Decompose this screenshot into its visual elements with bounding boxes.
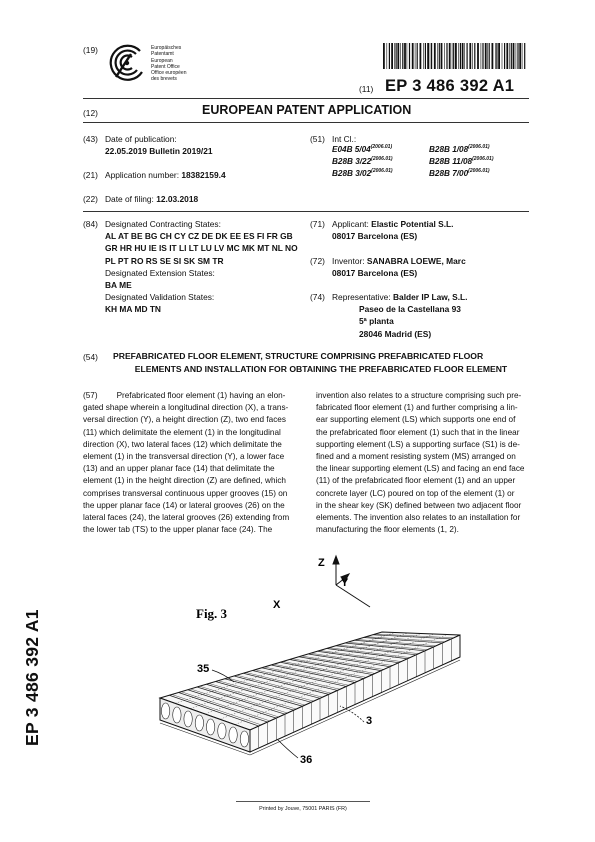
barcode-bar — [387, 43, 388, 69]
office-name-line: Patentamt — [151, 51, 174, 58]
application-number-value: 18382159.4 — [181, 170, 226, 180]
filing-date-value: 12.03.2018 — [156, 194, 199, 204]
abstract-line: supporting element (LS) a supporting surface (S1) is de- — [316, 439, 520, 449]
barcode-bar — [434, 43, 436, 69]
barcode-bar — [477, 43, 479, 69]
axis-y-label: Y — [341, 577, 349, 589]
barcode-bar — [452, 43, 453, 69]
barcode-bar — [437, 43, 438, 69]
barcode-bar — [492, 43, 494, 69]
barcode-bar — [404, 43, 406, 69]
barcode-bar — [431, 43, 432, 69]
office-name-line: Europäisches — [151, 45, 182, 51]
ipc-code: B28B 3/22 — [332, 157, 372, 166]
ipc-code: E04B 5/04 — [332, 145, 371, 154]
reference-3: 3 — [366, 715, 373, 727]
ipc-date: (2006.01) — [370, 144, 393, 150]
barcode-bar — [489, 43, 490, 69]
barcode-bar — [455, 43, 457, 69]
representative-address-line: Paseo de la Castellana 93 — [359, 304, 461, 315]
publication-date-value: 22.05.2019 Bulletin 2019/21 — [105, 146, 213, 156]
applicant-name: Elastic Potential S.L. — [371, 219, 454, 229]
ipc-date: (2006.01) — [468, 144, 490, 150]
application-number-label: Application number: — [105, 170, 182, 180]
barcode-bar — [472, 43, 473, 69]
barcode-bar — [519, 43, 521, 69]
barcode-bar — [462, 43, 464, 69]
abstract-line: fabricated floor element (1) and further comprising a lin- — [316, 403, 518, 413]
representative-address-line: 28046 Madrid (ES) — [359, 328, 432, 339]
barcode-bar — [516, 43, 517, 69]
hollow-core — [240, 731, 248, 747]
extension-states-label: Designated Extension States: — [105, 267, 215, 278]
abstract-line: concrete layer (LC) poured on top of the element (1) or — [316, 488, 515, 498]
abstract-line: Prefabricated floor element (1) having an elon- — [116, 391, 286, 400]
hollow-core — [161, 703, 169, 719]
barcode-bar — [383, 43, 385, 69]
representative-name: Balder IP Law, S.L. — [393, 292, 468, 302]
abstract-line: the prefabricated floor element (1) such that in the linear — [316, 427, 520, 437]
office-name-line: des brevets — [151, 76, 177, 83]
barcode-bar — [402, 43, 403, 69]
office-name-line: Office européen — [151, 70, 187, 77]
axis-triad — [333, 556, 370, 607]
ipc-code: B28B 1/08 — [429, 145, 469, 154]
barcode-bar — [506, 43, 508, 69]
barcode-bar — [498, 43, 500, 69]
abstract-line: the upper planar face (14) or lateral grooves (26) on the — [83, 500, 285, 510]
representative-address-line: 5ª planta — [359, 316, 394, 327]
reference-36: 36 — [300, 754, 313, 766]
contracting-states-label: Designated Contracting States: — [105, 219, 221, 229]
barcode-bar — [453, 43, 454, 69]
office-name — [151, 45, 187, 83]
application-number — [105, 169, 226, 181]
abstract-line: invention also relates to a structure comprising such pre- — [316, 391, 522, 400]
abstract-line: direction (X), two lateral faces (12) which delimitate the — [83, 439, 282, 449]
int-cl-label: Int Cl.: — [332, 134, 357, 144]
validation-states-label: Designated Validation States: — [105, 292, 215, 303]
abstract-line: ear supporting element (LS) which supports one end of — [316, 415, 516, 425]
abstract-line: in the shear key (SK) defined between two adjacent floor — [316, 500, 522, 510]
ipc-class — [332, 156, 393, 166]
epo-logo-icon — [107, 42, 149, 84]
barcode-bar — [415, 43, 416, 69]
designated-states — [105, 218, 305, 316]
inid-code-21: (21) — [83, 170, 98, 180]
inid-code-43: (43) — [83, 134, 98, 144]
document-title: EUROPEAN PATENT APPLICATION — [202, 103, 412, 117]
ipc-class — [332, 144, 392, 154]
abstract-right-column — [316, 390, 529, 536]
barcode-bar — [449, 43, 451, 69]
barcode-bar — [425, 43, 426, 69]
barcode-bar — [511, 43, 512, 69]
extension-states-value: BA ME — [105, 280, 132, 291]
publication-number: EP 3 486 392 A1 — [385, 77, 515, 95]
contracting-states-line: GR HR HU IE IS IT LI LT LU LV MC MK MT NL NO — [105, 243, 298, 254]
abstract-line: (13) and an upper planar face (14) that delimitate the — [83, 464, 275, 474]
ipc-class — [332, 168, 393, 178]
inid-code-72: (72) — [310, 256, 325, 266]
hollow-core — [173, 707, 181, 723]
barcode-bar — [504, 43, 505, 69]
barcode-bar — [394, 43, 395, 69]
validation-states-value: KH MA MD TN — [105, 304, 161, 315]
hollow-core — [218, 723, 226, 739]
inid-code-22: (22) — [83, 194, 98, 204]
abstract-left-column — [83, 390, 297, 536]
barcode-bar — [409, 43, 410, 69]
abstract-line: (11) which delimitate the element (1) in the longitudinal — [83, 427, 281, 437]
abstract-line: gated shape wherein a longitudinal direction (X), a trans- — [83, 403, 289, 413]
axis-x-label: X — [273, 599, 281, 611]
barcode-bar — [444, 43, 445, 69]
hollow-core — [184, 711, 192, 727]
axis-z-label: Z — [318, 557, 325, 569]
hollow-core — [229, 727, 237, 743]
hollow-core — [195, 715, 203, 731]
barcode-bar — [396, 43, 397, 69]
barcode-bar — [469, 43, 471, 69]
abstract-line: comprises transversal continuous upper grooves (15) on — [83, 488, 288, 498]
inid-code-54: (54) — [83, 352, 98, 362]
ipc-code: B28B 11/08 — [429, 157, 473, 166]
barcode-bar — [420, 43, 422, 69]
contracting-states-line: PL PT RO RS SE SI SK SM TR — [105, 255, 224, 266]
barcode-bar — [464, 43, 465, 69]
ipc-code: B28B 7/00 — [429, 169, 469, 178]
inventor-label: Inventor: — [332, 256, 367, 266]
barcode-bar — [441, 43, 443, 69]
spine-publication-number: EP 3 486 392 A1 — [22, 609, 42, 746]
invention-title-line: PREFABRICATED FLOOR ELEMENT, STRUCTURE COMPRISING PREFABRICATED FLOOR — [113, 351, 484, 361]
barcode-bar — [482, 43, 483, 69]
hollow-core — [206, 719, 214, 735]
barcode — [383, 43, 528, 69]
barcode-bar — [446, 43, 447, 69]
office-name-line: Patent Office — [151, 63, 180, 70]
abstract-line: the lower tab (TS) to the upper planar face (24). The — [83, 525, 273, 535]
applicant-label: Applicant: — [332, 219, 372, 229]
ipc-date: (2006.01) — [472, 156, 494, 162]
applicant — [332, 218, 454, 242]
abstract-line: (11) of the prefabricated floor element (1) and an upper — [316, 476, 516, 486]
figure-caption: Fig. 3 — [196, 606, 228, 621]
inid-code-51: (51) — [310, 134, 325, 144]
ipc-code: B28B 3/02 — [332, 169, 372, 178]
barcode-bar — [509, 43, 510, 69]
inid-code-12: (12) — [83, 108, 98, 118]
barcode-bar — [517, 43, 518, 69]
filing-date-label: Date of filing: — [105, 194, 157, 204]
abstract-line: lateral faces (24), the lateral grooves (26) extending from — [83, 513, 290, 523]
barcode-bar — [495, 43, 496, 69]
abstract-line: fined and a moment resisting system (MS) arranged on — [316, 452, 516, 462]
barcode-bar — [423, 43, 424, 69]
barcode-bar — [522, 43, 523, 69]
barcode-bar — [524, 43, 525, 69]
representative — [332, 291, 467, 340]
abstract-line: element (1) in the height direction (Z) are defined, which — [83, 476, 286, 486]
barcode-bar — [458, 43, 459, 69]
barcode-bar — [417, 43, 418, 69]
barcode-bar — [474, 43, 475, 69]
barcode-bar — [397, 43, 399, 69]
office-name-line: European — [151, 57, 173, 64]
barcode-bar — [467, 43, 468, 69]
inid-code-74: (74) — [310, 292, 325, 302]
inventor-name: SANABRA LOEWE, Marc — [366, 256, 466, 266]
ipc-class — [429, 168, 490, 178]
barcode-bar — [389, 43, 390, 69]
barcode-bar — [502, 43, 503, 69]
barcode-bar — [513, 43, 515, 69]
printer-footer: Printed by Jouve, 75001 PARIS (FR) — [259, 806, 347, 812]
barcode-bar — [485, 43, 487, 69]
ipc-date: (2006.01) — [468, 168, 490, 174]
invention-title — [113, 350, 529, 375]
inid-code-11: (11) — [359, 84, 374, 94]
representative-label: Representative: — [332, 292, 393, 302]
barcode-bar — [391, 43, 393, 69]
invention-title-line: ELEMENTS AND INSTALLATION FOR OBTAINING THE PREFABRICATED FLOOR ELEMENT — [134, 363, 508, 374]
barcode-bar — [496, 43, 497, 69]
inid-code-71: (71) — [310, 219, 325, 229]
inid-code-19: (19) — [83, 45, 98, 55]
barcode-bar — [430, 43, 431, 69]
barcode-bar — [412, 43, 414, 69]
inventor-city: 08017 Barcelona (ES) — [332, 268, 418, 279]
publication-date-label: Date of publication: — [105, 134, 177, 144]
barcode-bar — [400, 43, 401, 69]
filing-date — [105, 193, 198, 205]
barcode-bar — [481, 43, 482, 69]
figure-drawing — [140, 540, 480, 775]
reference-35: 35 — [197, 663, 210, 675]
barcode-bar — [439, 43, 440, 69]
ipc-date: (2006.01) — [371, 156, 393, 162]
applicant-city: 08017 Barcelona (ES) — [332, 231, 418, 242]
abstract-line: element (1) in the transversal direction (Y), a lower face — [83, 452, 285, 462]
contracting-states-line: AL AT BE BG CH CY CZ DE DK EE ES FI FR GB — [105, 231, 293, 242]
abstract-line: versal direction (Y), a height direction (Z), two end faces — [83, 415, 286, 425]
inventor — [332, 255, 466, 279]
ipc-class — [429, 144, 490, 154]
ipc-class — [429, 156, 494, 166]
barcode-bar — [460, 43, 461, 69]
inid-code-84: (84) — [83, 219, 98, 229]
abstract-line: elements. The invention also relates to an installation for — [316, 513, 521, 523]
abstract-line: manufacturing the floor elements (1, 2). — [316, 525, 459, 535]
abstract-line: the linear supporting element (LS) and facing an end face — [316, 464, 525, 474]
barcode-bar — [427, 43, 429, 69]
barcode-bar — [407, 43, 408, 69]
inid-code-57: (57) — [83, 391, 98, 400]
ipc-date: (2006.01) — [371, 168, 393, 174]
barcode-bar — [487, 43, 488, 69]
